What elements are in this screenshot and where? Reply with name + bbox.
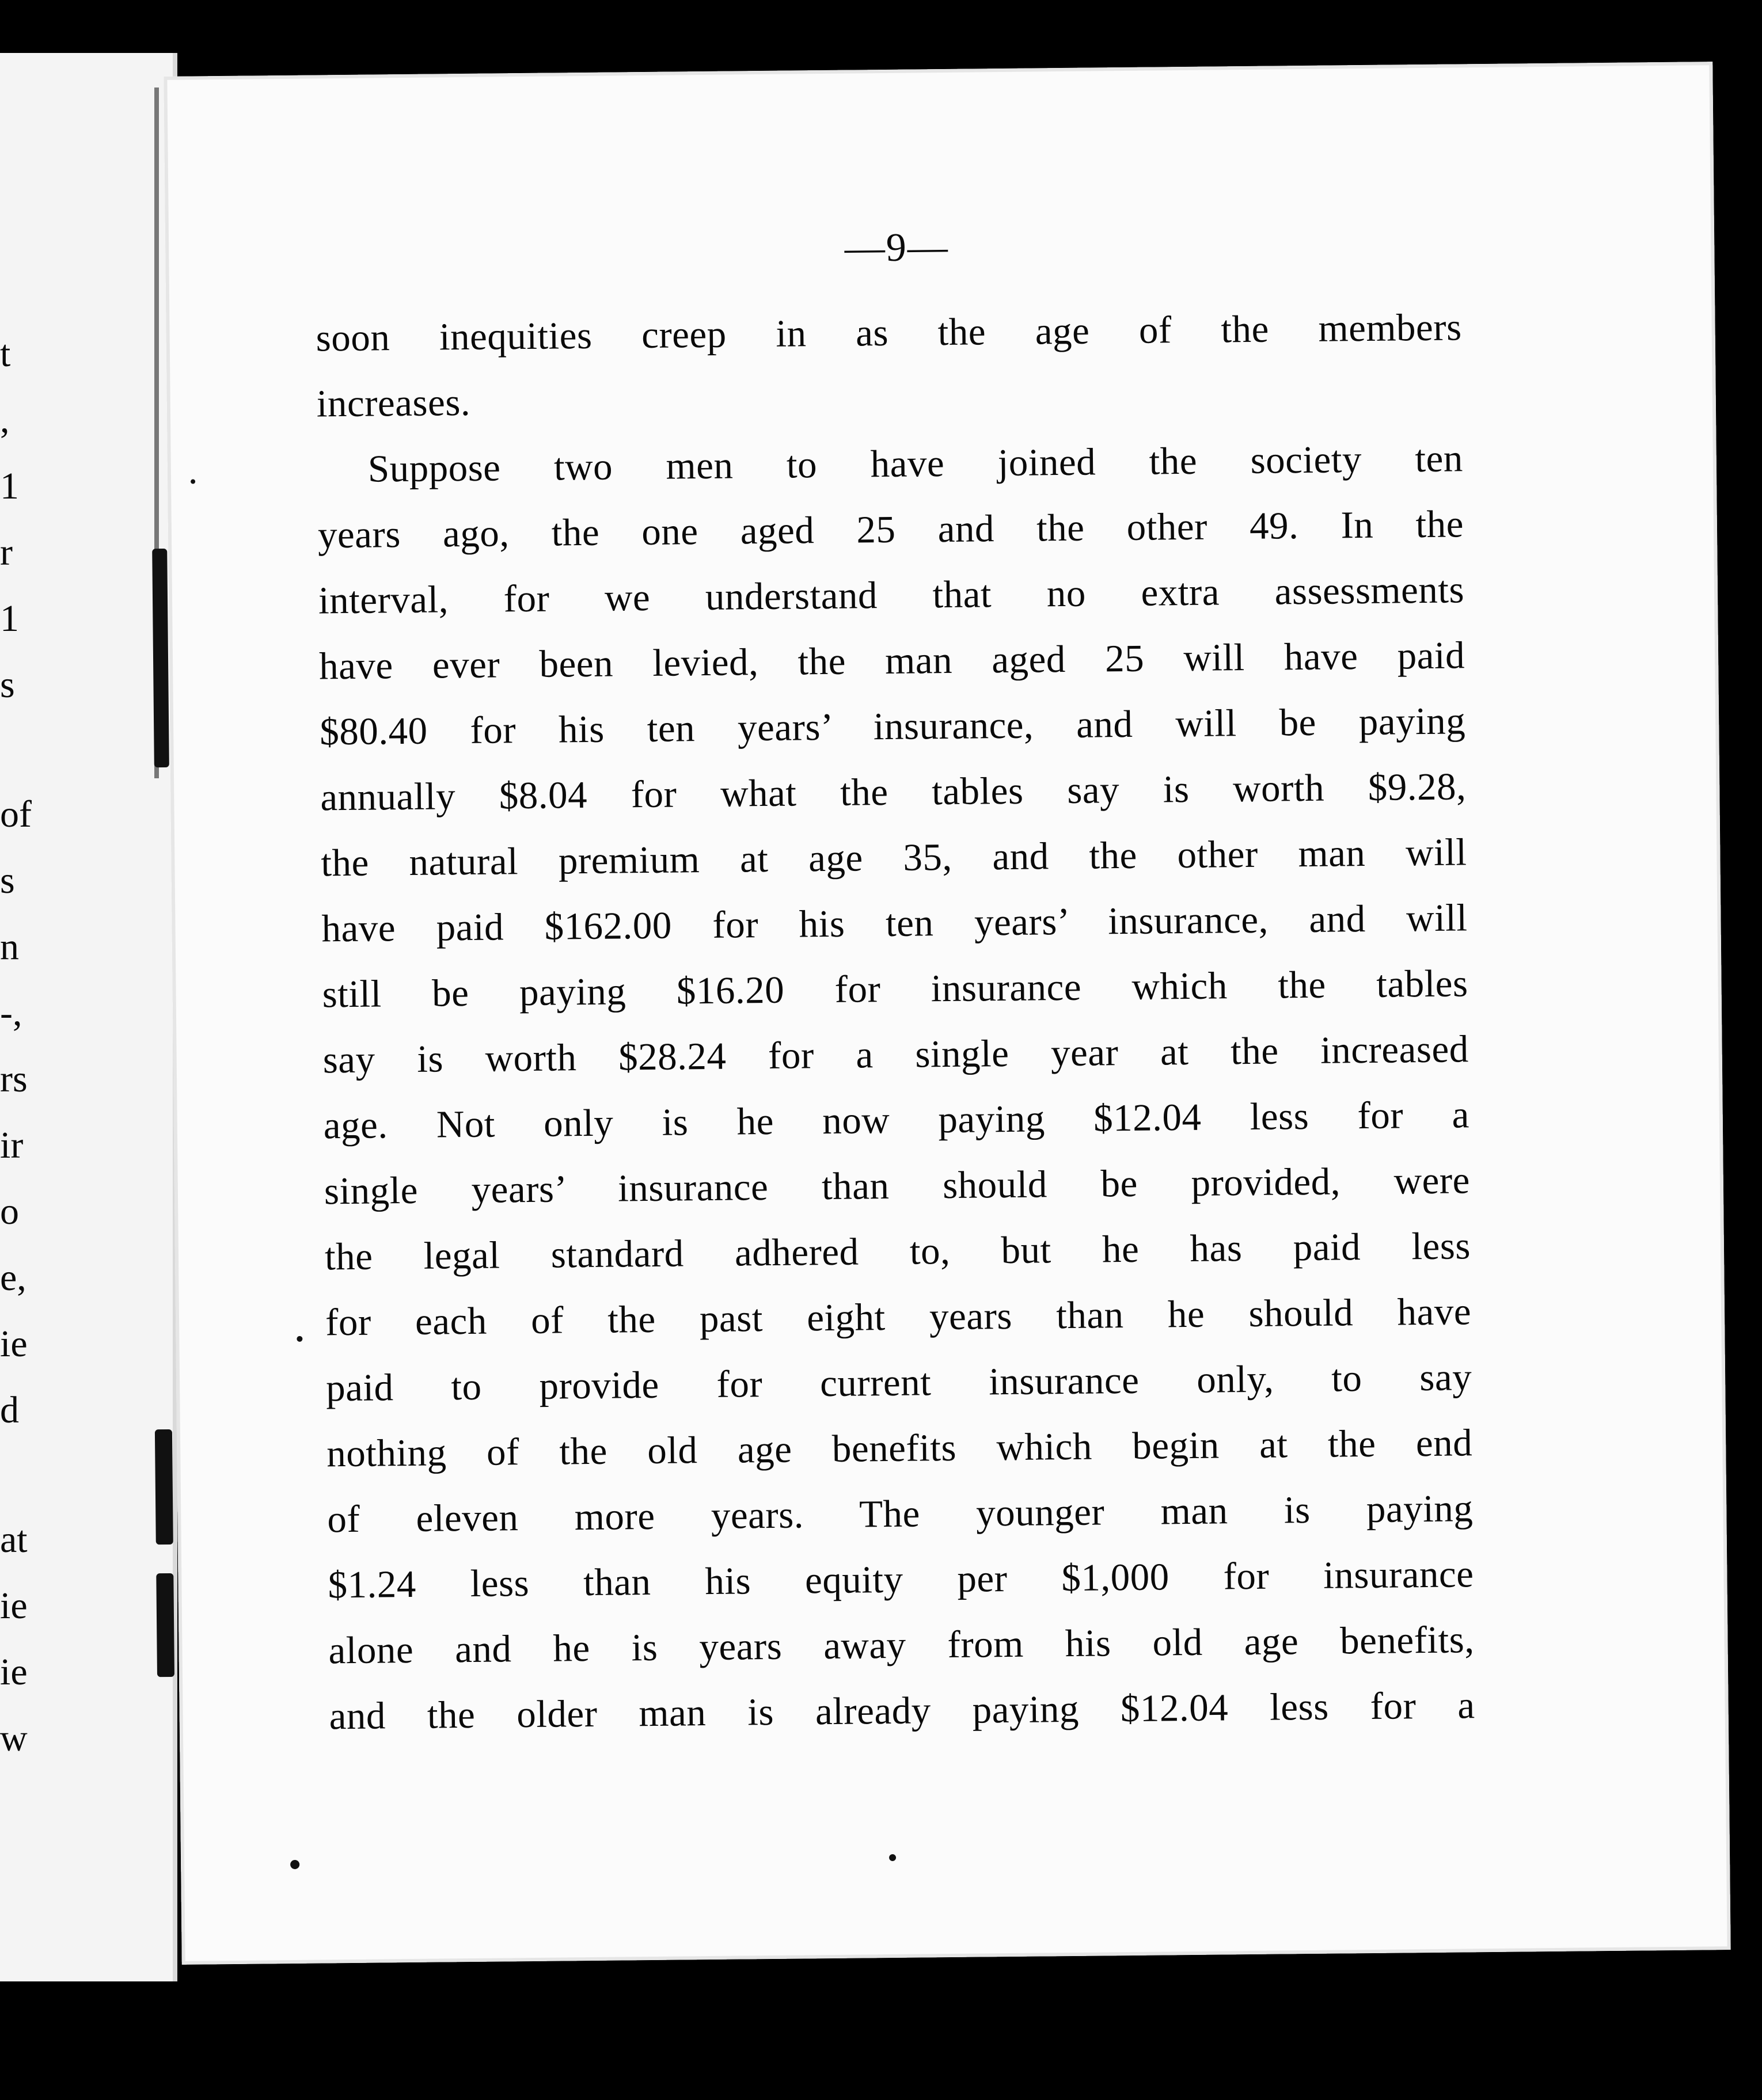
- text-line: $80.40 for his ten years’ insurance, and will be paying: [319, 699, 1466, 754]
- left-page-fragment: rs: [0, 1058, 28, 1100]
- text-line: $1.24 less than his equity per $1,000 for insurance: [328, 1553, 1474, 1607]
- binding-shadow: [152, 549, 169, 767]
- ink-speck: [889, 1854, 896, 1861]
- left-page-fragment: ir: [0, 1124, 24, 1166]
- text-line: increases.: [316, 381, 471, 425]
- left-page-fragment: -,: [0, 992, 22, 1034]
- left-page-fragment: d: [0, 1389, 19, 1431]
- left-page-fragment: e,: [0, 1257, 26, 1299]
- text-line: have ever been levied, the man aged 25 will have paid: [318, 634, 1465, 688]
- ink-speck: [290, 1860, 299, 1869]
- text-line: single years’ insurance than should be provided, were: [324, 1159, 1471, 1213]
- text-line: the legal standard adhered to, but he has paid less: [324, 1224, 1471, 1279]
- text-line: soon inequities creep in as the age of the members: [316, 306, 1462, 360]
- left-page-fragment: n: [0, 926, 19, 968]
- text-line: Suppose two men to have joined the society ten: [367, 437, 1464, 490]
- left-page-fragment: s: [0, 664, 15, 706]
- page-number: —9—: [844, 225, 950, 271]
- binding-shadow: [156, 1573, 174, 1677]
- ink-speck: [297, 1336, 302, 1342]
- left-page-fragment: r: [0, 531, 13, 573]
- left-page-fragment: 1: [0, 598, 19, 640]
- left-page-fragment: t: [0, 333, 11, 375]
- left-page-fragment: at: [0, 1519, 28, 1561]
- text-line: years ago, the one aged 25 and the other 49. In the: [317, 503, 1464, 557]
- left-page-fragment: o: [0, 1190, 19, 1232]
- left-page-fragment: s: [0, 859, 15, 901]
- text-line: of eleven more years. The younger man is paying: [327, 1487, 1474, 1541]
- left-page-fragment: w: [0, 1717, 28, 1759]
- text-line: the natural premium at age 35, and the other man will: [321, 831, 1467, 885]
- left-page-fragment: ie: [0, 1651, 28, 1693]
- left-page-fragment: 1: [0, 465, 19, 507]
- text-line: age. Not only is he now paying $12.04 less for a: [323, 1093, 1470, 1147]
- left-page-fragment: of: [0, 793, 32, 835]
- left-page-fragment: ,: [0, 399, 10, 441]
- left-page-fragment: ie: [0, 1323, 28, 1365]
- text-line: interval, for we understand that no extra assessments: [318, 568, 1465, 622]
- previous-page-edge: [0, 53, 177, 1981]
- left-page-fragment: ie: [0, 1585, 28, 1627]
- binding-shadow: [155, 1429, 173, 1544]
- document-page: [164, 62, 1730, 1965]
- body-text: [316, 294, 1475, 1749]
- text-line: and the older man is already paying $12.04 less for a: [329, 1684, 1475, 1738]
- text-line: alone and he is years away from his old age benefits,: [328, 1618, 1475, 1672]
- text-line: paid to provide for current insurance only, to say: [325, 1356, 1472, 1410]
- text-line: have paid $162.00 for his ten years’ insurance, and will: [321, 896, 1468, 950]
- text-line: still be paying $16.20 for insurance which the tables: [322, 962, 1468, 1016]
- text-line: nothing of the old age benefits which begin at the end: [326, 1421, 1473, 1475]
- ink-speck: [191, 479, 195, 484]
- text-line: say is worth $28.24 for a single year at the increased: [322, 1028, 1469, 1082]
- text-line: annually $8.04 for what the tables say is worth $9.28,: [320, 765, 1467, 819]
- text-line: for each of the past eight years than he should have: [325, 1290, 1472, 1344]
